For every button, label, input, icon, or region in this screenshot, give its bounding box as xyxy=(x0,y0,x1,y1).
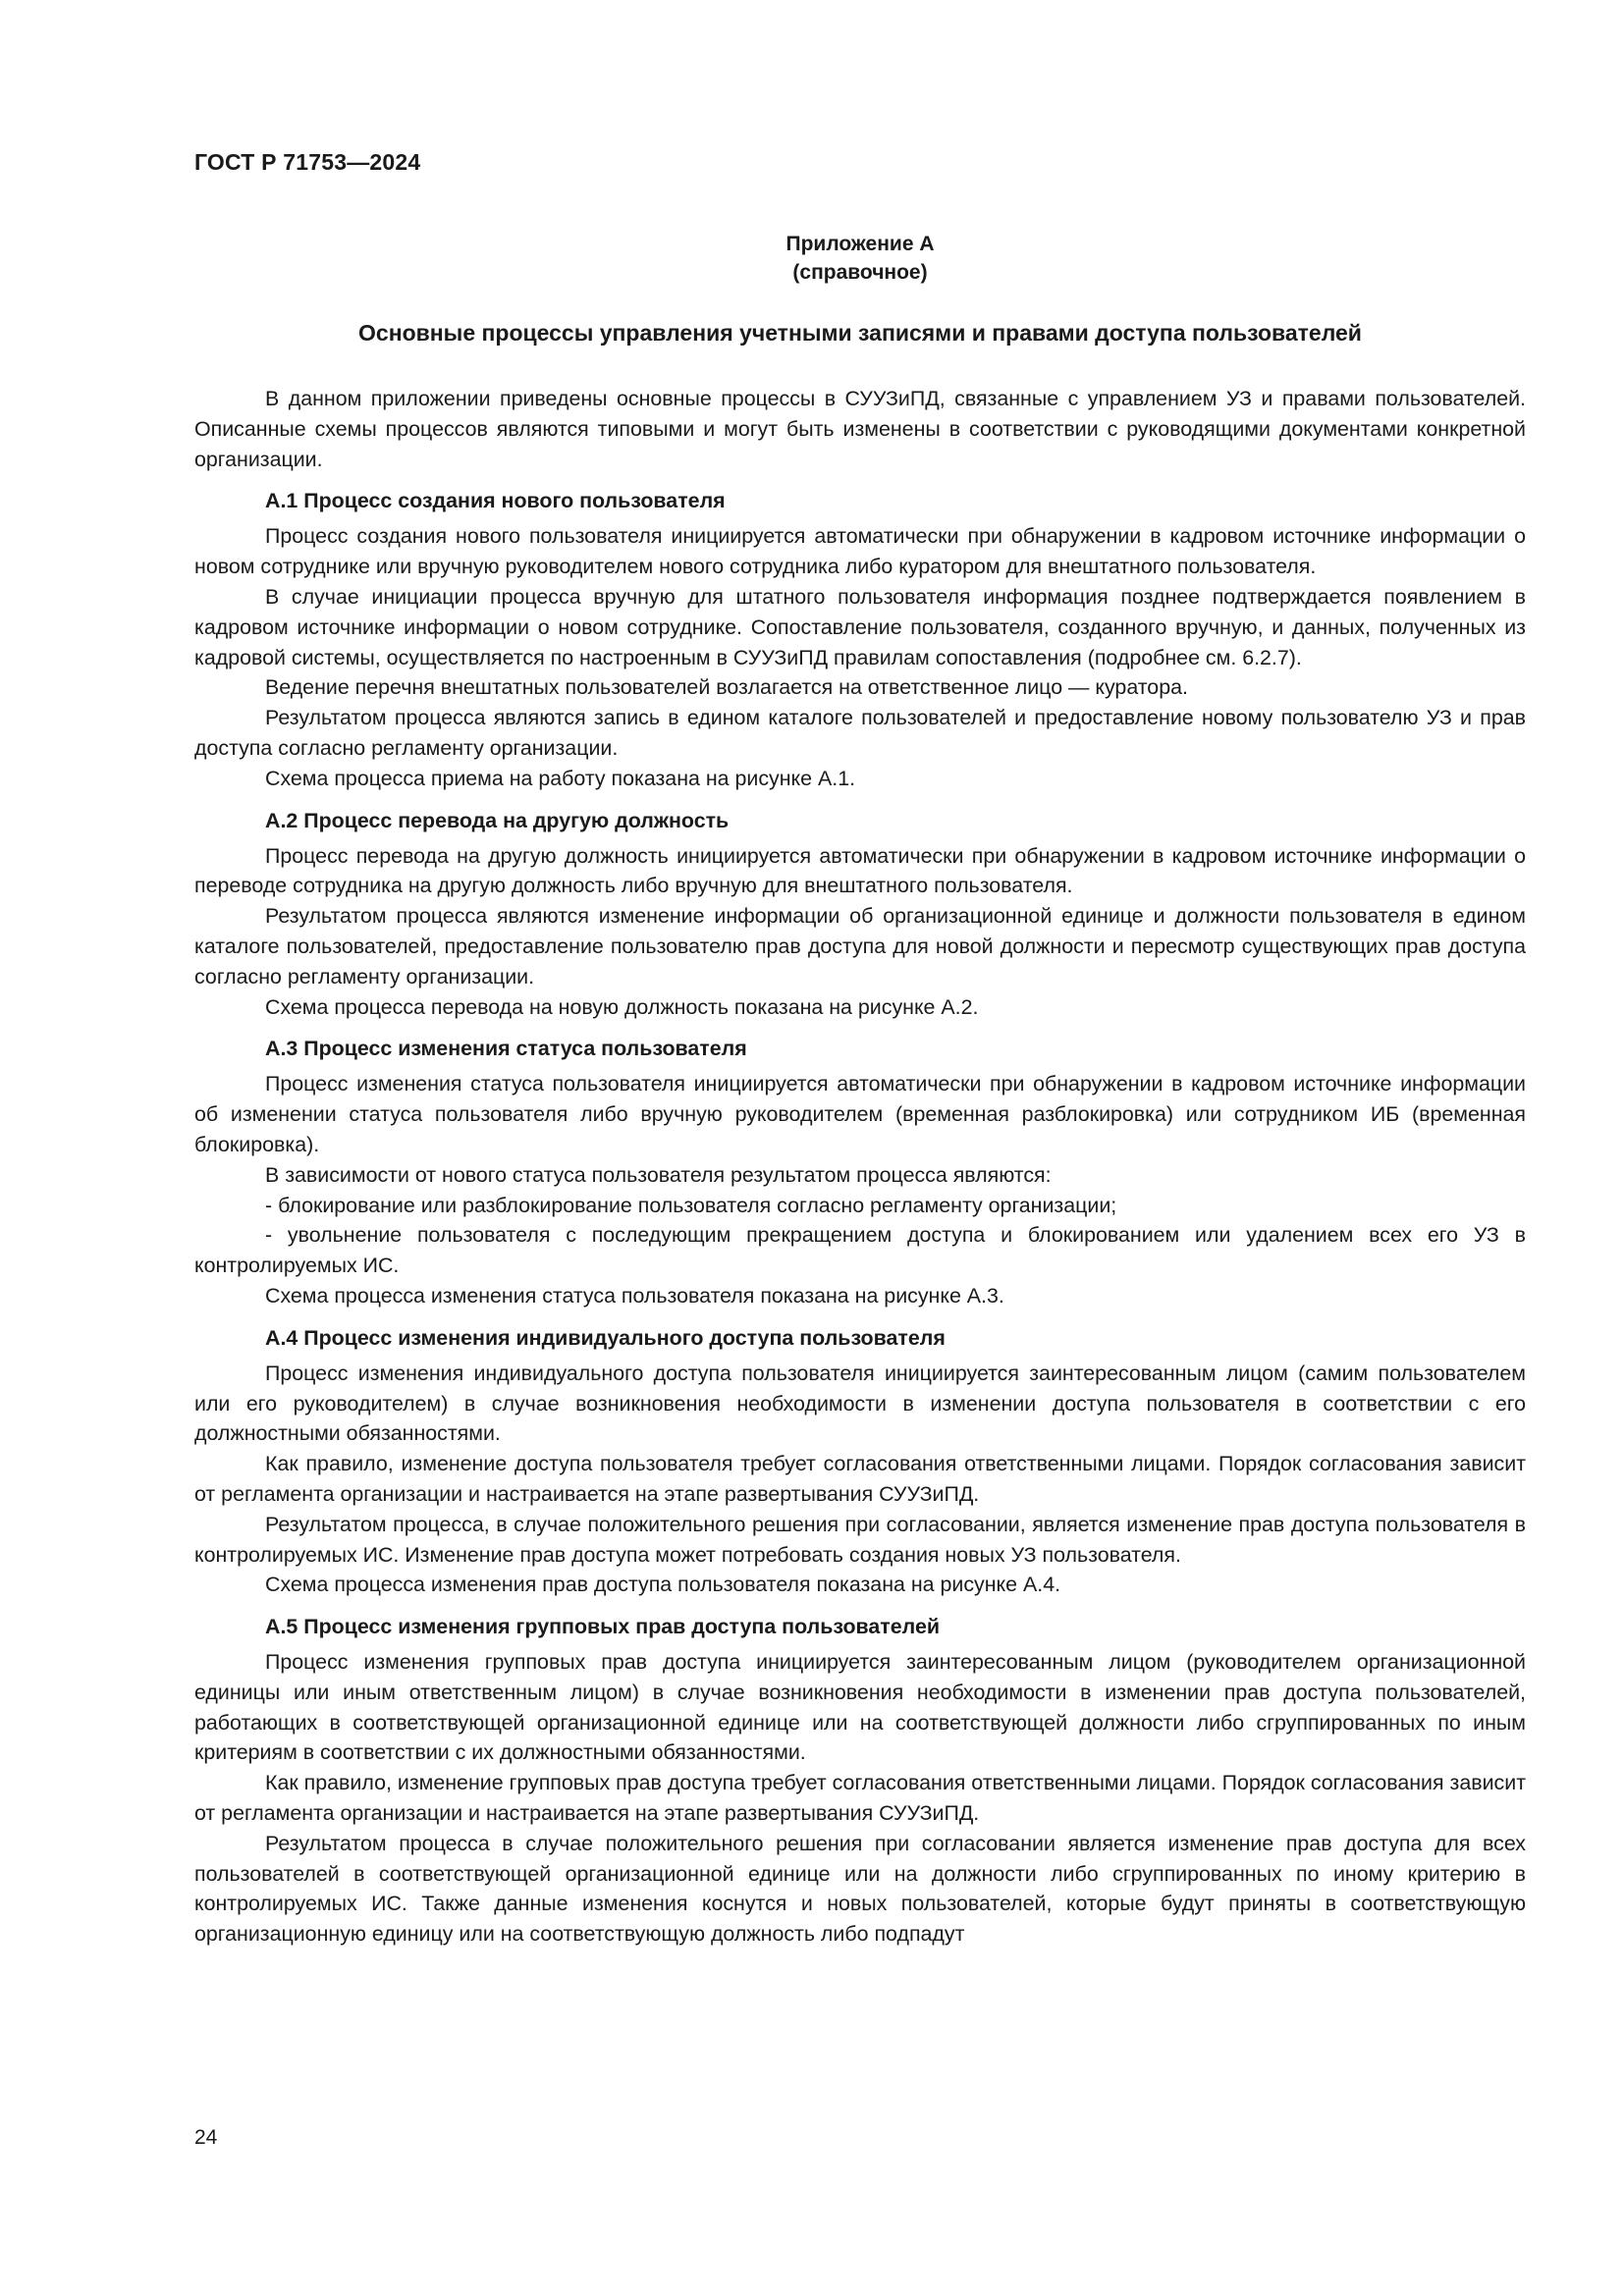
intro-paragraph: В данном приложении приведены основные процессы в СУУЗиПД, связанные с управлением УЗ и правами пользователей. Описанные схемы процессов являются типовыми и могут быть изменены в соответствии с руководящими документами конкретной организации. xyxy=(194,387,1526,471)
list-item: - увольнение пользователя с последующим прекращением доступа и блокированием или удалением всех его УЗ в контролируемых ИС. xyxy=(194,1223,1526,1278)
document-body xyxy=(194,384,1526,1949)
paragraph: Результатом процесса являются изменение информации об организационной единице и должности пользователя в едином каталоге пользователей, предоставление пользователю прав доступа для новой должности и пересмотр существующих прав доступа согласно регламенту организации. xyxy=(194,904,1526,988)
paragraph: Процесс изменения индивидуального доступа пользователя инициируется заинтересованным лицом (самим пользователем или его руководителем) в случае возникновения необходимости в изменении доступа пользователя в соответствии с его должностными обязанностями. xyxy=(194,1361,1526,1446)
paragraph: Как правило, изменение групповых прав доступа требует согласования ответственными лицами. Порядок согласования зависит от регламента организации и настраивается на этапе развертывания СУУЗиПД. xyxy=(194,1771,1526,1826)
main-title: Основные процессы управления учетными записями и правами доступа пользователей xyxy=(358,320,1362,346)
section-heading: А.3 Процесс изменения статуса пользователя xyxy=(265,1037,747,1061)
annex-label: Приложение А xyxy=(785,233,935,255)
paragraph: Результатом процесса являются запись в едином каталоге пользователей и предоставление новому пользователю УЗ и прав доступа согласно регламенту организации. xyxy=(194,706,1526,760)
paragraph: Ведение перечня внештатных пользователей возлагается на ответственное лицо — куратора. xyxy=(265,675,1188,700)
list-item: - блокирование или разблокирование пользователя согласно регламенту организации; xyxy=(265,1193,1117,1217)
paragraph: Результатом процесса, в случае положительного решения при согласовании, является изменение прав доступа пользователя в контролируемых ИС. Изменение прав доступа может потребовать создания новых УЗ пользователя. xyxy=(194,1512,1526,1567)
annex-kind: (справочное) xyxy=(792,261,928,284)
section-heading: А.2 Процесс перевода на другую должность xyxy=(265,808,730,832)
paragraph: Результатом процесса в случае положительного решения при согласовании является изменение прав доступа для всех пользователей в соответствующей организационной единице или на должности либо сгруппированных по иному критерию в контролируемых ИС. Также данные изменения коснутся и новых пользователей, которые будут приняты в соответствующую организационную единицу или на соответствующую должность либо подпадут xyxy=(194,1831,1526,1947)
paragraph: В зависимости от нового статуса пользователя результатом процесса являются: xyxy=(265,1162,1052,1187)
section-heading: А.4 Процесс изменения индивидуального доступа пользователя xyxy=(265,1325,946,1350)
paragraph: Процесс изменения групповых прав доступа инициируется заинтересованным лицом (руководителем организационной единицы или иным ответственным лицом) в случае возникновения необходимости в изменении прав доступа пользователей, работающих в соответствующей организационной единице или на соответствующей должности либо сгруппированных по иным критериям в соответствии с их должностными обязанностями. xyxy=(194,1650,1526,1765)
paragraph: Схема процесса изменения статуса пользователя показана на рисунке А.3. xyxy=(265,1283,1004,1308)
section-heading: А.1 Процесс создания нового пользователя xyxy=(265,489,726,513)
document-code: ГОСТ Р 71753—2024 xyxy=(194,149,421,175)
annex-title xyxy=(194,230,1526,287)
page-number: 24 xyxy=(194,2126,218,2149)
paragraph: Схема процесса перевода на новую должность показана на рисунке А.2. xyxy=(265,994,979,1019)
document-page xyxy=(194,0,1526,2296)
paragraph: Процесс создания нового пользователя инициируется автоматически при обнаружении в кадровом источнике информации о новом сотруднике или вручную руководителем нового сотрудника либо куратором для внештатного пользователя. xyxy=(194,524,1526,579)
paragraph: В случае инициации процесса вручную для штатного пользователя информация позднее подтверждается появлением в кадровом источнике информации о новом сотруднике. Сопоставление пользователя, созданного вручную, и данных, полученных из кадровой системы, осуществляется по настроенным в СУУЗиПД правилам сопоставления (подробнее см. 6.2.7). xyxy=(194,584,1526,669)
paragraph: Схема процесса приема на работу показана на рисунке А.1. xyxy=(265,766,856,790)
section-heading: А.5 Процесс изменения групповых прав доступа пользователей xyxy=(265,1615,941,1639)
paragraph: Процесс изменения статуса пользователя инициируется автоматически при обнаружении в кадровом источнике информации об изменении статуса пользователя либо вручную руководителем (временная разблокировка) или сотрудником ИБ (временная блокировка). xyxy=(194,1072,1526,1156)
paragraph: Процесс перевода на другую должность инициируется автоматически при обнаружении в кадровом источнике информации о переводе сотрудника на другую должность либо вручную для внештатного пользователя. xyxy=(194,843,1526,898)
paragraph: Как правило, изменение доступа пользователя требует согласования ответственными лицами. Порядок согласования зависит от регламента организации и настраивается на этапе развертывания СУУЗиПД. xyxy=(194,1452,1526,1506)
paragraph: Схема процесса изменения прав доступа пользователя показана на рисунке А.4. xyxy=(265,1573,1061,1597)
